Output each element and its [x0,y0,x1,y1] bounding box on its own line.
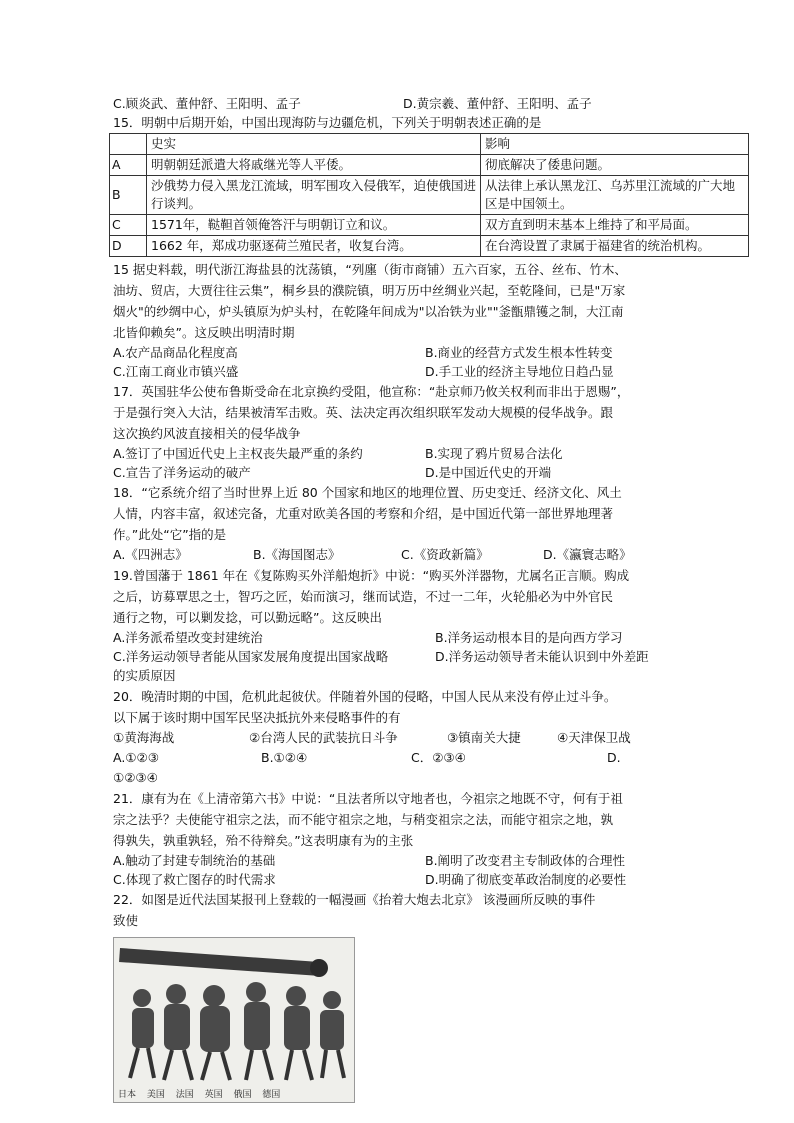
stem-line: 于是强行突入大沽，结果被清军击败。英、法决定再次组织联军发动大规模的侵华战争。跟 [113,405,614,420]
q20-option-a[interactable]: A.①②③ [113,750,159,765]
q20-item: ④天津保卫战 [557,730,631,745]
q21-stem [113,788,713,851]
stem-line: 18．“它系统介绍了当时世界上近 80 个国家和地区的地理位置、历史变迁、经济文化、风土 [113,485,622,500]
q16-option-c[interactable]: C.江南工商业市镇兴盛 [113,364,239,379]
q21-option-b[interactable]: B.阐明了改变君主专制政体的合理性 [425,853,626,868]
stem-line: 烟火"的纱绸中心，炉头镇原为炉头村，在乾隆年间成为"以冶铁为业""釜甑鼎镬之制，大江南 [113,304,624,319]
exam-page [112,94,736,1103]
q16-option-a[interactable]: A.农产品商品化程度高 [113,345,238,360]
q18-stem [113,482,713,545]
q17-option-b[interactable]: B.实现了鸦片贸易合法化 [425,446,563,461]
table-header-cell [110,134,147,155]
q20-item: ①黄海海战 [113,730,175,745]
q17-stem [113,381,713,444]
row-label: A [110,155,147,176]
q14-options-cd [113,94,713,113]
table-row[interactable] [110,155,749,176]
row-label: D [110,236,147,257]
stem-line: 通行之物，可以剿发捻，可以勤远略”。这反映出 [113,610,382,625]
q17-option-a[interactable]: A.签订了中国近代史上主权丧失最严重的条约 [113,446,363,461]
stem-line: 之后，访募覃思之士，智巧之匠，始而演习，继而试造，不过一二年，火轮船必为中外官民 [113,589,614,604]
q16-option-b[interactable]: B.商业的经营方式发生根本性转变 [425,345,613,360]
table-row[interactable] [110,215,749,236]
q21-option-a[interactable]: A.触动了封建专制统治的基础 [113,853,276,868]
stem-line: 人情，内容丰富，叙述完备，尤重对欧美各国的考察和介绍，是中国近代第一部世界地理著 [113,506,614,521]
cartoon-illustration [114,938,354,1102]
q16-option-d[interactable]: D.手工业的经济主导地位日趋凸显 [425,364,614,379]
q20-option-d-cont: ①②③④ [113,770,158,785]
q17-option-c[interactable]: C.宣告了洋务运动的破产 [113,465,251,480]
table-header-row [110,134,749,155]
row-label: C [110,215,147,236]
cartoon-image [113,937,355,1103]
stem-line: 作。”此处“它”指的是 [113,527,227,542]
q20-item: ③镇南关大捷 [447,730,521,745]
stem-line: 这次换约风波直接相关的侵华战争 [113,426,301,441]
row-effect: 彻底解决了倭患问题。 [481,155,749,176]
q19-options-ab [113,628,713,647]
q22-stem [113,889,713,931]
stem-line: 20．晚清时期的中国，危机此起彼伏。伴随着外国的侵略，中国人民从来没有停止过斗争。 [113,689,617,704]
row-fact: 明朝朝廷派遣大将戚继光等人平倭。 [147,155,481,176]
stem-line: 致使 [113,913,139,928]
table-row[interactable] [110,236,749,257]
stem-line: 得孰失，孰重孰轻，殆不待辩矣。”这表明康有为的主张 [113,833,414,848]
q19-options-cd [113,647,713,666]
q19-option-d[interactable]: D.洋务运动领导者未能认识到中外差距 [435,649,649,664]
stem-line: 22．如图是近代法国某报刊上登载的一幅漫画《抬着大炮去北京》 该漫画所反映的事件 [113,892,596,907]
q18-option-d[interactable]: D.《瀛寰志略》 [543,547,632,562]
q20-option-d[interactable]: D. [607,750,621,765]
q14-option-d[interactable]: D.黄宗羲、董仲舒、王阳明、孟子 [403,96,592,111]
table-header-cell: 影响 [481,134,749,155]
q18-option-a[interactable]: A.《四洲志》 [113,547,188,562]
q19-option-d-cont: 的实质原因 [113,668,176,683]
q15-stem: 15．明朝中后期开始，中国出现海防与边疆危机，下列关于明朝表述正确的是 [113,115,542,130]
stem-line: 19.曾国藩于 1861 年在《复陈购买外洋船炮折》中说：“购买外洋器物，尤属名正言顺。购成 [113,568,630,583]
q17-options-cd [113,463,713,482]
stem-line: 17．英国驻华公使布鲁斯受命在北京换约受阻，他宣称：“赴京师乃攸关权利而非出于恩赐”， [113,384,630,399]
q17-option-d[interactable]: D.是中国近代史的开端 [425,465,552,480]
q15-table [109,133,749,257]
q20-options [113,748,713,768]
row-fact: 1571年，鞑靼首领俺答汗与明朝订立和议。 [147,215,481,236]
q21-options-ab [113,851,713,870]
q20-stem [113,686,713,728]
q19-option-b[interactable]: B.洋务运动根本目的是向西方学习 [435,630,623,645]
stem-line: 21．康有为在《上清帝第六书》中说：“且法者所以守地者也，今祖宗之地既不守，何有于祖 [113,791,623,806]
stem-line: 15 据史料载，明代浙江海盐县的沈荡镇，“列廛（街市商铺）五六百家，五谷、丝布、竹木、 [113,262,627,277]
q16-stem [113,259,713,343]
q18-option-b[interactable]: B.《海国图志》 [253,547,341,562]
q18-option-c[interactable]: C.《资政新篇》 [401,547,489,562]
stem-line: 北皆仰赖矣”。这反映出明清时期 [113,325,295,340]
q21-options-cd [113,870,713,889]
q20-option-b[interactable]: B.①②④ [261,750,308,765]
q20-items [113,728,713,748]
row-effect: 在台湾设置了隶属于福建省的统治机构。 [481,236,749,257]
q14-option-c[interactable]: C.顾炎武、董仲舒、王阳明、孟子 [113,96,301,111]
q21-option-c[interactable]: C.体现了救亡图存的时代需求 [113,872,276,887]
stem-line: 油坊、贸店，大贾往往云集”，桐乡县的濮院镇，明万历中丝绸业兴起，至乾隆间，已是"万家 [113,283,626,298]
q19-stem [113,565,713,628]
q20-option-c[interactable]: C．②③④ [411,750,466,765]
q20-item: ②台湾人民的武装抗日斗争 [249,730,398,745]
table-header-cell: 史实 [147,134,481,155]
q16-options-ab [113,343,713,362]
cartoon-caption: 日本 美国 法国 英国 俄国 德国 [118,1090,281,1100]
q19-option-c[interactable]: C.洋务运动领导者能从国家发展角度提出国家战略 [113,649,389,664]
q18-options [113,545,713,565]
q19-option-a[interactable]: A.洋务派希望改变封建统治 [113,630,263,645]
row-fact: 沙俄势力侵入黑龙江流域，明军围攻入侵俄军，迫使俄国进行谈判。 [147,176,481,215]
row-effect: 双方直到明末基本上维持了和平局面。 [481,215,749,236]
row-fact: 1662 年，郑成功驱逐荷兰殖民者，收复台湾。 [147,236,481,257]
stem-line: 宗之法乎？夫使能守祖宗之法，而不能守祖宗之地，与稍变祖宗之法，而能守祖宗之地，孰 [113,812,614,827]
q16-options-cd [113,362,713,381]
row-label: B [110,176,147,215]
stem-line: 以下属于该时期中国军民坚决抵抗外来侵略事件的有 [113,710,401,725]
row-effect: 从法律上承认黑龙江、乌苏里江流域的广大地区是中国领土。 [481,176,749,215]
table-row[interactable] [110,176,749,215]
q21-option-d[interactable]: D.明确了彻底变革政治制度的必要性 [425,872,627,887]
q17-options-ab [113,444,713,463]
